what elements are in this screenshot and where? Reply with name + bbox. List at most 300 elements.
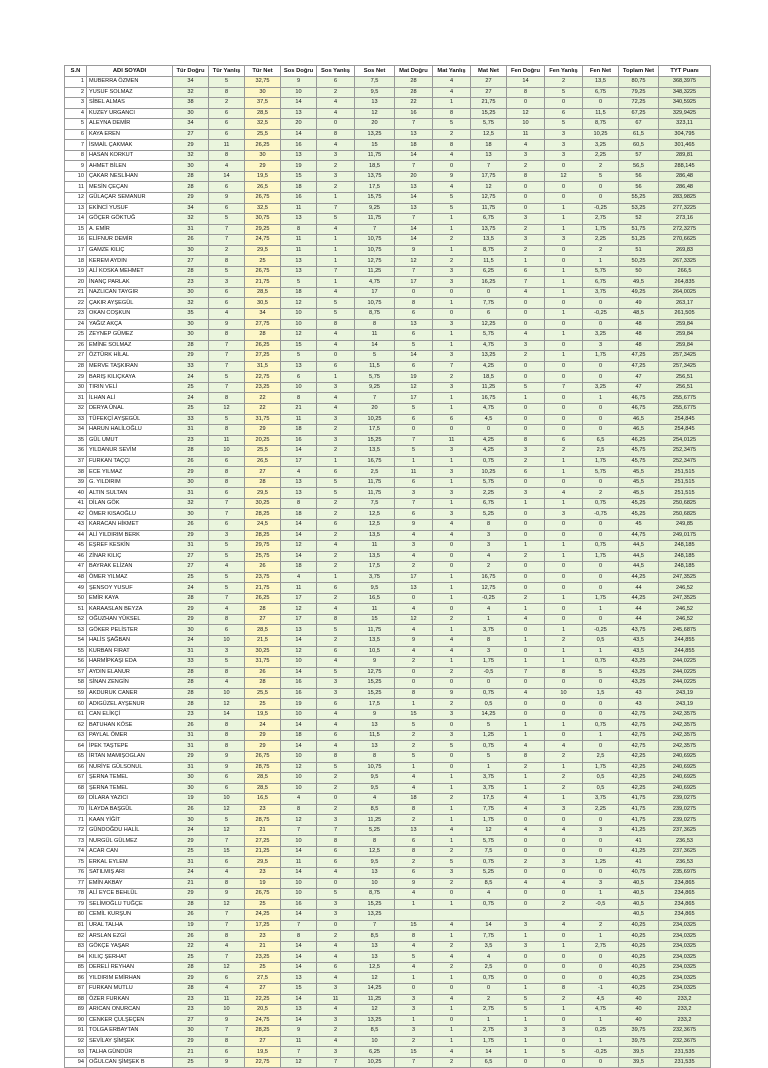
table-cell: 0 <box>507 562 545 573</box>
table-cell: 2 <box>545 446 583 457</box>
table-cell: 42 <box>65 509 87 520</box>
table-cell: 3 <box>545 804 583 815</box>
table-cell: 264,0025 <box>659 287 711 298</box>
table-cell: 14 <box>281 519 317 530</box>
table-cell: 14 <box>281 446 317 457</box>
table-cell: 2,75 <box>471 1026 507 1037</box>
table-cell: 14 <box>355 340 395 351</box>
table-cell: 14,25 <box>471 709 507 720</box>
table-cell: 12 <box>395 256 433 267</box>
table-cell: 28 <box>173 899 209 910</box>
table-cell: 4 <box>65 108 87 119</box>
table-cell: 6 <box>317 361 355 372</box>
table-cell: 29 <box>173 351 209 362</box>
table-cell: 2,5 <box>471 962 507 973</box>
table-cell: GÖÇER GÖKTUĞ <box>87 214 173 225</box>
table-cell: 19 <box>173 920 209 931</box>
table-cell: 47,25 <box>619 351 659 362</box>
table-row <box>65 604 711 615</box>
table-cell: 51,75 <box>619 224 659 235</box>
table-cell: 231,535 <box>659 1057 711 1068</box>
table-cell: 25,5 <box>245 129 281 140</box>
table-cell: 48 <box>619 319 659 330</box>
table-cell: 3 <box>507 340 545 351</box>
table-cell: 248,185 <box>659 551 711 562</box>
table-cell: 1 <box>507 931 545 942</box>
table-cell: 44,5 <box>619 541 659 552</box>
table-cell: 0 <box>583 319 619 330</box>
table-cell: 13,5 <box>355 551 395 562</box>
table-cell: 23 <box>173 994 209 1005</box>
table-cell: 5 <box>395 340 433 351</box>
table-cell: 21 <box>281 403 317 414</box>
table-cell: 42,25 <box>619 773 659 784</box>
table-cell: 6 <box>395 509 433 520</box>
table-cell: -0,5 <box>471 667 507 678</box>
table-cell: 2 <box>433 699 471 710</box>
table-cell: 0 <box>583 372 619 383</box>
table-cell: 1 <box>545 794 583 805</box>
table-cell: 28 <box>173 446 209 457</box>
table-cell: ALİ EYCE BEHLÜL <box>87 889 173 900</box>
table-cell: 29,5 <box>245 245 281 256</box>
table-cell: 234,0325 <box>659 973 711 984</box>
table-cell: 13,25 <box>355 129 395 140</box>
table-cell: 8 <box>317 129 355 140</box>
table-cell: 10 <box>281 783 317 794</box>
table-cell: 27,5 <box>245 973 281 984</box>
table-cell: 17,5 <box>355 562 395 573</box>
table-cell: 4 <box>433 519 471 530</box>
table-cell: 2 <box>433 256 471 267</box>
table-cell: 255,6775 <box>659 403 711 414</box>
table-cell: 2 <box>317 1026 355 1037</box>
table-cell: 0 <box>395 287 433 298</box>
table-cell: 22,75 <box>245 1057 281 1068</box>
table-cell: 6 <box>317 467 355 478</box>
table-cell: 50 <box>65 593 87 604</box>
table-cell: 28 <box>173 962 209 973</box>
table-cell: 51 <box>619 245 659 256</box>
table-cell: 0 <box>395 678 433 689</box>
table-cell: 3 <box>507 920 545 931</box>
table-cell: 73 <box>65 836 87 847</box>
table-cell: 4 <box>317 140 355 151</box>
table-cell: 7,5 <box>355 498 395 509</box>
table-row <box>65 509 711 520</box>
table-cell: 7,5 <box>471 846 507 857</box>
table-cell: 10 <box>281 709 317 720</box>
table-cell: 14 <box>281 741 317 752</box>
table-cell: OKAN COŞKUN <box>87 309 173 320</box>
table-cell: 12 <box>281 330 317 341</box>
table-cell: 56 <box>619 182 659 193</box>
table-cell: 10 <box>281 319 317 330</box>
table-cell: 11,25 <box>355 994 395 1005</box>
table-row <box>65 688 711 699</box>
table-cell: 5 <box>317 625 355 636</box>
table-cell: 7 <box>209 910 245 921</box>
table-cell: 6 <box>209 625 245 636</box>
table-cell: BARIŞ KILIÇKAYA <box>87 372 173 383</box>
table-cell: 3 <box>209 277 245 288</box>
table-cell: 18 <box>281 562 317 573</box>
table-cell: 0 <box>545 846 583 857</box>
table-cell: 10 <box>281 309 317 320</box>
table-cell: 5 <box>209 541 245 552</box>
table-cell: 4 <box>395 604 433 615</box>
table-cell: 6 <box>317 962 355 973</box>
table-cell: ALİ YILDIRIM BERK <box>87 530 173 541</box>
table-cell: 8 <box>317 319 355 330</box>
table-cell: 3 <box>583 878 619 889</box>
table-cell: 47,25 <box>619 361 659 372</box>
table-cell: 250,6825 <box>659 509 711 520</box>
table-row <box>65 245 711 256</box>
table-cell: 4 <box>209 941 245 952</box>
table-cell: 13,25 <box>355 1015 395 1026</box>
table-cell: 6 <box>209 182 245 193</box>
table-cell: 6 <box>395 868 433 879</box>
table-cell: ARSLAN EZGİ <box>87 931 173 942</box>
table-cell: 18 <box>281 425 317 436</box>
table-cell: 45,5 <box>619 467 659 478</box>
table-cell: 0 <box>583 298 619 309</box>
table-cell: 0 <box>545 952 583 963</box>
table-cell: 1 <box>507 498 545 509</box>
table-cell: EMİNE SOLMAZ <box>87 340 173 351</box>
table-cell: 0,75 <box>583 657 619 668</box>
table-cell: 28,5 <box>245 108 281 119</box>
table-cell: 246,52 <box>659 604 711 615</box>
table-cell: 0 <box>507 425 545 436</box>
table-cell: 234,865 <box>659 910 711 921</box>
table-cell: 0 <box>471 287 507 298</box>
table-cell: 2 <box>507 351 545 362</box>
table-row <box>65 403 711 414</box>
table-cell: 28 <box>173 667 209 678</box>
table-cell: NURGÜL GÜLMEZ <box>87 836 173 847</box>
table-cell: 4 <box>281 794 317 805</box>
table-cell: 4 <box>471 889 507 900</box>
table-cell: 4 <box>433 182 471 193</box>
table-cell: 25 <box>173 572 209 583</box>
table-row <box>65 572 711 583</box>
table-cell: 1 <box>433 572 471 583</box>
table-cell: 7 <box>395 266 433 277</box>
table-cell: 233,2 <box>659 994 711 1005</box>
table-row <box>65 361 711 372</box>
table-row <box>65 309 711 320</box>
table-cell: 0 <box>507 414 545 425</box>
table-cell: 0 <box>545 193 583 204</box>
table-cell: 0 <box>545 973 583 984</box>
table-cell: 246,52 <box>659 614 711 625</box>
table-cell: 28 <box>395 77 433 88</box>
table-row <box>65 203 711 214</box>
table-cell: DERELİ REYHAN <box>87 962 173 973</box>
table-cell: 1 <box>433 456 471 467</box>
table-cell: 28 <box>173 688 209 699</box>
table-cell: CAN ELİKÇİ <box>87 709 173 720</box>
table-cell: 3 <box>65 98 87 109</box>
table-cell: 2 <box>317 498 355 509</box>
table-cell: 22 <box>65 298 87 309</box>
table-cell: TALHA GÜNDÜR <box>87 1047 173 1058</box>
table-cell: 21 <box>173 1047 209 1058</box>
table-cell: 1 <box>433 340 471 351</box>
table-cell: 0 <box>507 889 545 900</box>
table-cell: 83 <box>65 941 87 952</box>
table-cell: 56 <box>619 171 659 182</box>
table-cell: 30 <box>245 87 281 98</box>
table-cell: 240,6925 <box>659 783 711 794</box>
table-cell: 15 <box>395 709 433 720</box>
table-cell: 6,75 <box>471 498 507 509</box>
table-cell: 6,5 <box>583 435 619 446</box>
table-cell: 14 <box>281 129 317 140</box>
table-cell: 15 <box>281 340 317 351</box>
table-cell: 3 <box>317 1015 355 1026</box>
table-cell: 12,5 <box>355 519 395 530</box>
table-cell: 22,25 <box>245 994 281 1005</box>
table-cell: 5 <box>209 815 245 826</box>
table-cell: 17 <box>281 456 317 467</box>
table-cell: 1 <box>433 298 471 309</box>
table-row <box>65 931 711 942</box>
table-cell: 40 <box>619 1015 659 1026</box>
table-cell: 16,75 <box>355 456 395 467</box>
table-cell: KARAASLAN BEYZA <box>87 604 173 615</box>
table-cell: 5 <box>281 351 317 362</box>
table-cell: 5 <box>209 372 245 383</box>
table-cell: 29,75 <box>245 541 281 552</box>
table-cell: 41,75 <box>619 804 659 815</box>
table-cell: 42,75 <box>619 720 659 731</box>
table-cell: 0 <box>433 1015 471 1026</box>
table-cell: 5 <box>317 477 355 488</box>
table-cell: 7 <box>209 836 245 847</box>
table-cell: 5 <box>317 667 355 678</box>
table-cell: 40,25 <box>619 931 659 942</box>
table-cell: 72,25 <box>619 98 659 109</box>
table-cell: 12,5 <box>471 129 507 140</box>
table-cell: 244,855 <box>659 646 711 657</box>
table-cell: 8,5 <box>355 804 395 815</box>
table-cell: 26,5 <box>245 182 281 193</box>
table-cell: 13 <box>355 720 395 731</box>
table-cell: 0 <box>507 846 545 857</box>
table-cell: 2 <box>317 551 355 562</box>
table-cell: 69 <box>65 794 87 805</box>
table-row <box>65 256 711 267</box>
table-cell: 10,75 <box>355 245 395 256</box>
table-cell: 42,75 <box>619 730 659 741</box>
table-cell: 1 <box>433 583 471 594</box>
table-cell: 27 <box>173 1015 209 1026</box>
table-cell: 0,75 <box>471 857 507 868</box>
table-cell: 0 <box>507 952 545 963</box>
table-cell: 6 <box>209 488 245 499</box>
table-cell: 14 <box>281 941 317 952</box>
table-cell: 8 <box>395 298 433 309</box>
table-cell: OĞUZHAN YÜKSEL <box>87 614 173 625</box>
table-cell: 0 <box>545 931 583 942</box>
table-cell: 2 <box>317 804 355 815</box>
table-cell: 18 <box>281 287 317 298</box>
table-cell: 7 <box>281 825 317 836</box>
table-cell: 3 <box>317 150 355 161</box>
table-cell: 20,5 <box>245 1005 281 1016</box>
table-cell: 28,5 <box>245 773 281 784</box>
table-cell: 0 <box>507 973 545 984</box>
table-cell: ÖZTÜRK HİLAL <box>87 351 173 362</box>
table-cell: 14 <box>281 530 317 541</box>
table-cell: 2 <box>395 857 433 868</box>
table-row <box>65 372 711 383</box>
table-cell: 40,5 <box>619 889 659 900</box>
table-cell: 2 <box>317 425 355 436</box>
table-cell: 2 <box>507 857 545 868</box>
table-cell: 9 <box>395 878 433 889</box>
table-cell: 3 <box>317 414 355 425</box>
table-cell: 7 <box>209 361 245 372</box>
table-cell: 16,5 <box>245 794 281 805</box>
table-cell: 3,75 <box>583 794 619 805</box>
table-cell: 0 <box>545 477 583 488</box>
table-cell: 4 <box>507 825 545 836</box>
table-cell: 42,25 <box>619 752 659 763</box>
table-cell: 12 <box>281 1057 317 1068</box>
table-cell: 7 <box>395 214 433 225</box>
table-cell: 0 <box>507 519 545 530</box>
table-cell: 22 <box>245 393 281 404</box>
table-cell: SELİMOĞLU TUĞÇE <box>87 899 173 910</box>
table-cell: 4 <box>433 150 471 161</box>
table-cell: 26,25 <box>245 593 281 604</box>
table-cell: 6,25 <box>355 1047 395 1058</box>
table-cell: 368,3975 <box>659 77 711 88</box>
table-cell: 5 <box>433 203 471 214</box>
table-cell: 1 <box>433 804 471 815</box>
table-cell: 7 <box>209 382 245 393</box>
table-cell: 0 <box>507 962 545 973</box>
table-cell: EMİN AKBAY <box>87 878 173 889</box>
table-cell: 10 <box>281 889 317 900</box>
table-cell: 234,865 <box>659 878 711 889</box>
table-cell: 7 <box>317 266 355 277</box>
table-cell: 16 <box>281 140 317 151</box>
table-cell: 13 <box>281 488 317 499</box>
table-cell: 7 <box>395 498 433 509</box>
table-cell: 14 <box>281 952 317 963</box>
table-cell: 32 <box>173 298 209 309</box>
table-cell: 3 <box>317 688 355 699</box>
table-cell: 6 <box>317 699 355 710</box>
table-cell: 29,5 <box>245 857 281 868</box>
column-header: S.N <box>65 66 87 77</box>
table-cell: 22 <box>395 98 433 109</box>
table-cell: 1 <box>583 604 619 615</box>
table-cell: 23 <box>173 435 209 446</box>
table-cell: 15 <box>395 1047 433 1058</box>
table-cell: 31 <box>173 741 209 752</box>
table-cell: 0 <box>471 678 507 689</box>
table-cell: 24 <box>245 720 281 731</box>
table-cell: 242,3575 <box>659 720 711 731</box>
table-cell: 45,25 <box>619 509 659 520</box>
table-cell: 0 <box>583 815 619 826</box>
table-cell: 17,25 <box>245 920 281 931</box>
table-cell: 14 <box>471 920 507 931</box>
table-cell: 247,3525 <box>659 593 711 604</box>
column-header: Mat Net <box>471 66 507 77</box>
table-cell: 11,75 <box>355 150 395 161</box>
table-cell: 2,75 <box>471 1005 507 1016</box>
table-cell: 8 <box>209 1036 245 1047</box>
table-row <box>65 193 711 204</box>
table-cell <box>471 910 507 921</box>
table-cell: 2 <box>583 161 619 172</box>
table-cell: 6 <box>433 414 471 425</box>
table-cell: 53,25 <box>619 203 659 214</box>
table-cell: 14 <box>281 635 317 646</box>
table-cell: 17 <box>281 614 317 625</box>
table-cell: 4 <box>507 287 545 298</box>
table-cell: 17 <box>355 287 395 298</box>
table-cell: 8 <box>317 614 355 625</box>
table-cell: 0 <box>545 572 583 583</box>
table-cell: 28,25 <box>245 1026 281 1037</box>
table-cell: 5,75 <box>583 266 619 277</box>
table-cell: 1 <box>433 815 471 826</box>
table-cell: 6 <box>209 456 245 467</box>
table-row <box>65 709 711 720</box>
table-cell: 0 <box>507 1057 545 1068</box>
table-cell: 1 <box>471 762 507 773</box>
table-cell: 18 <box>281 182 317 193</box>
table-row <box>65 287 711 298</box>
table-cell: 3 <box>583 825 619 836</box>
table-cell: 1 <box>317 245 355 256</box>
table-cell: 9 <box>209 193 245 204</box>
table-cell: 4 <box>317 224 355 235</box>
table-cell: 71 <box>65 815 87 826</box>
table-cell: 1 <box>395 456 433 467</box>
table-cell: 27 <box>173 562 209 573</box>
table-cell: 7 <box>355 224 395 235</box>
table-cell: 14 <box>281 910 317 921</box>
table-cell: 0 <box>433 604 471 615</box>
table-cell: 24,25 <box>245 910 281 921</box>
table-cell: 1 <box>507 256 545 267</box>
table-cell: 273,16 <box>659 214 711 225</box>
table-cell: 25 <box>173 846 209 857</box>
table-cell: 10 <box>209 794 245 805</box>
table-cell: 61 <box>65 709 87 720</box>
table-cell: 1 <box>433 899 471 910</box>
table-cell: 40,25 <box>619 973 659 984</box>
table-cell: 4 <box>433 646 471 657</box>
table-cell: 1 <box>583 1015 619 1026</box>
table-cell: 11 <box>281 245 317 256</box>
table-cell: 5 <box>545 1047 583 1058</box>
table-cell: 8,5 <box>355 931 395 942</box>
table-cell: 0 <box>583 699 619 710</box>
table-cell: 29 <box>173 530 209 541</box>
table-cell: 14 <box>281 868 317 879</box>
table-cell: 44,5 <box>619 562 659 573</box>
